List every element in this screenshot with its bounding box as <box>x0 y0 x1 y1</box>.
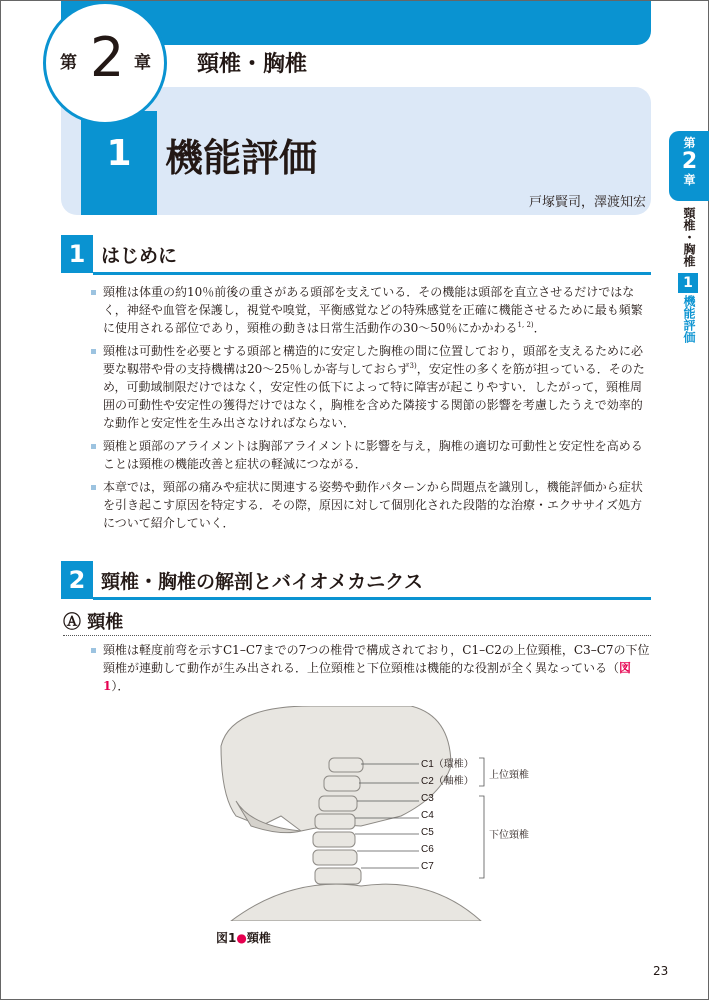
authors: 戸塚賢司，澤渡知宏 <box>528 195 646 210</box>
heading-1-title: はじめに <box>101 245 178 267</box>
side-tab-section-title: 機能評価 <box>682 295 696 343</box>
bullet-item: 頸椎と頭部のアライメントは胸部アライメントに影響を与え，胸椎の適切な可動性と安定性を高めることは頸椎の機能改善と症状の軽減につながる． <box>91 437 651 473</box>
section-title: 機能評価 <box>165 136 318 180</box>
figure-reference-link[interactable]: 図1 <box>103 661 632 693</box>
chapter-badge <box>43 1 167 125</box>
intro-bullets <box>91 283 651 537</box>
heading-2-rule <box>93 597 651 600</box>
heading-1-rule <box>93 272 651 275</box>
bullet-item: 頸椎は軽度前弯を示すC1–C7までの7つの椎骨で構成されており，C1–C2の上位頸椎，C3–C7の下位頸椎が連動して動作が生み出される．上位頸椎と下位頸椎は機能的な役割が全く異なっている（図1）． <box>91 641 651 695</box>
heading-1-number: 1 <box>61 235 93 273</box>
side-tab-prefix: 第 <box>683 136 696 150</box>
bullet-item: 頸椎は体重の約10％前後の重さがある頭部を支えている．その機能は頭部を直立させるだけではなく，神経や血管を保護し，視覚や嗅覚，平衡感覚などの特殊感覚を正確に機能させるために最も頻繁に使用される部位であり，頸椎の動きは日常生活動作の30〜50％にかかわる$^{1, 2)}$． <box>91 283 651 337</box>
subheading-rule <box>63 635 651 636</box>
side-tab-suffix: 章 <box>683 173 696 188</box>
upper-cervical-label: 上位頸椎 <box>489 770 529 781</box>
page-number: 23 <box>653 964 669 978</box>
side-tab-chapter[interactable] <box>669 131 709 201</box>
chapter-number: 2 <box>90 26 125 89</box>
heading-2-number: 2 <box>61 561 93 599</box>
chapter-prefix: 第 <box>60 53 77 73</box>
bullet-item: 頸椎は可動性を必要とする頭部と構造的に安定した胸椎の間に位置しており，頭部を支えるために必要な靱帯や骨の支持機構は20〜25％しか寄与しておらず$^{3)}$，安定性の多くを筋が担っている．そのため，可動域制限だけではなく，安定性の低下によって特に障害が起こりやすい．したがって，頸椎周囲の可動性や安定性の獲得だけではなく，胸椎を含めた隣接する関節の影響を考慮したうえで効率的な動作と安定性を生み出さなければならない． <box>91 342 651 432</box>
side-tab-number: 2 <box>681 149 698 175</box>
side-tab-chapter-title: 頸椎・胸椎 <box>682 207 696 267</box>
side-tab-section-number: 1 <box>678 273 698 293</box>
figure-caption: 図1●頸椎 <box>216 931 271 945</box>
cervical-bullets <box>91 641 651 700</box>
vertebra-labels: C1（環椎） C2（軸椎） C3 C4 C5 C6 C7 <box>421 759 474 872</box>
bullet-item: 本章では，頸部の痛みや症状に関連する姿勢や動作パターンから問題点を識別し，機能評価から症状を引き起こす原因を特定する．その際，原因に対して個別化された段階的な治療・エクササイズ処方について紹介していく． <box>91 478 651 532</box>
section-number: 1 <box>106 133 132 174</box>
chapter-suffix: 章 <box>134 53 151 73</box>
chapter-title: 頸椎・胸椎 <box>197 52 308 77</box>
subheading-a: Ⓐ 頸椎 <box>63 612 124 633</box>
heading-2-title: 頸椎・胸椎の解剖とバイオメカニクス <box>101 571 424 593</box>
lower-cervical-label: 下位頸椎 <box>489 830 529 841</box>
